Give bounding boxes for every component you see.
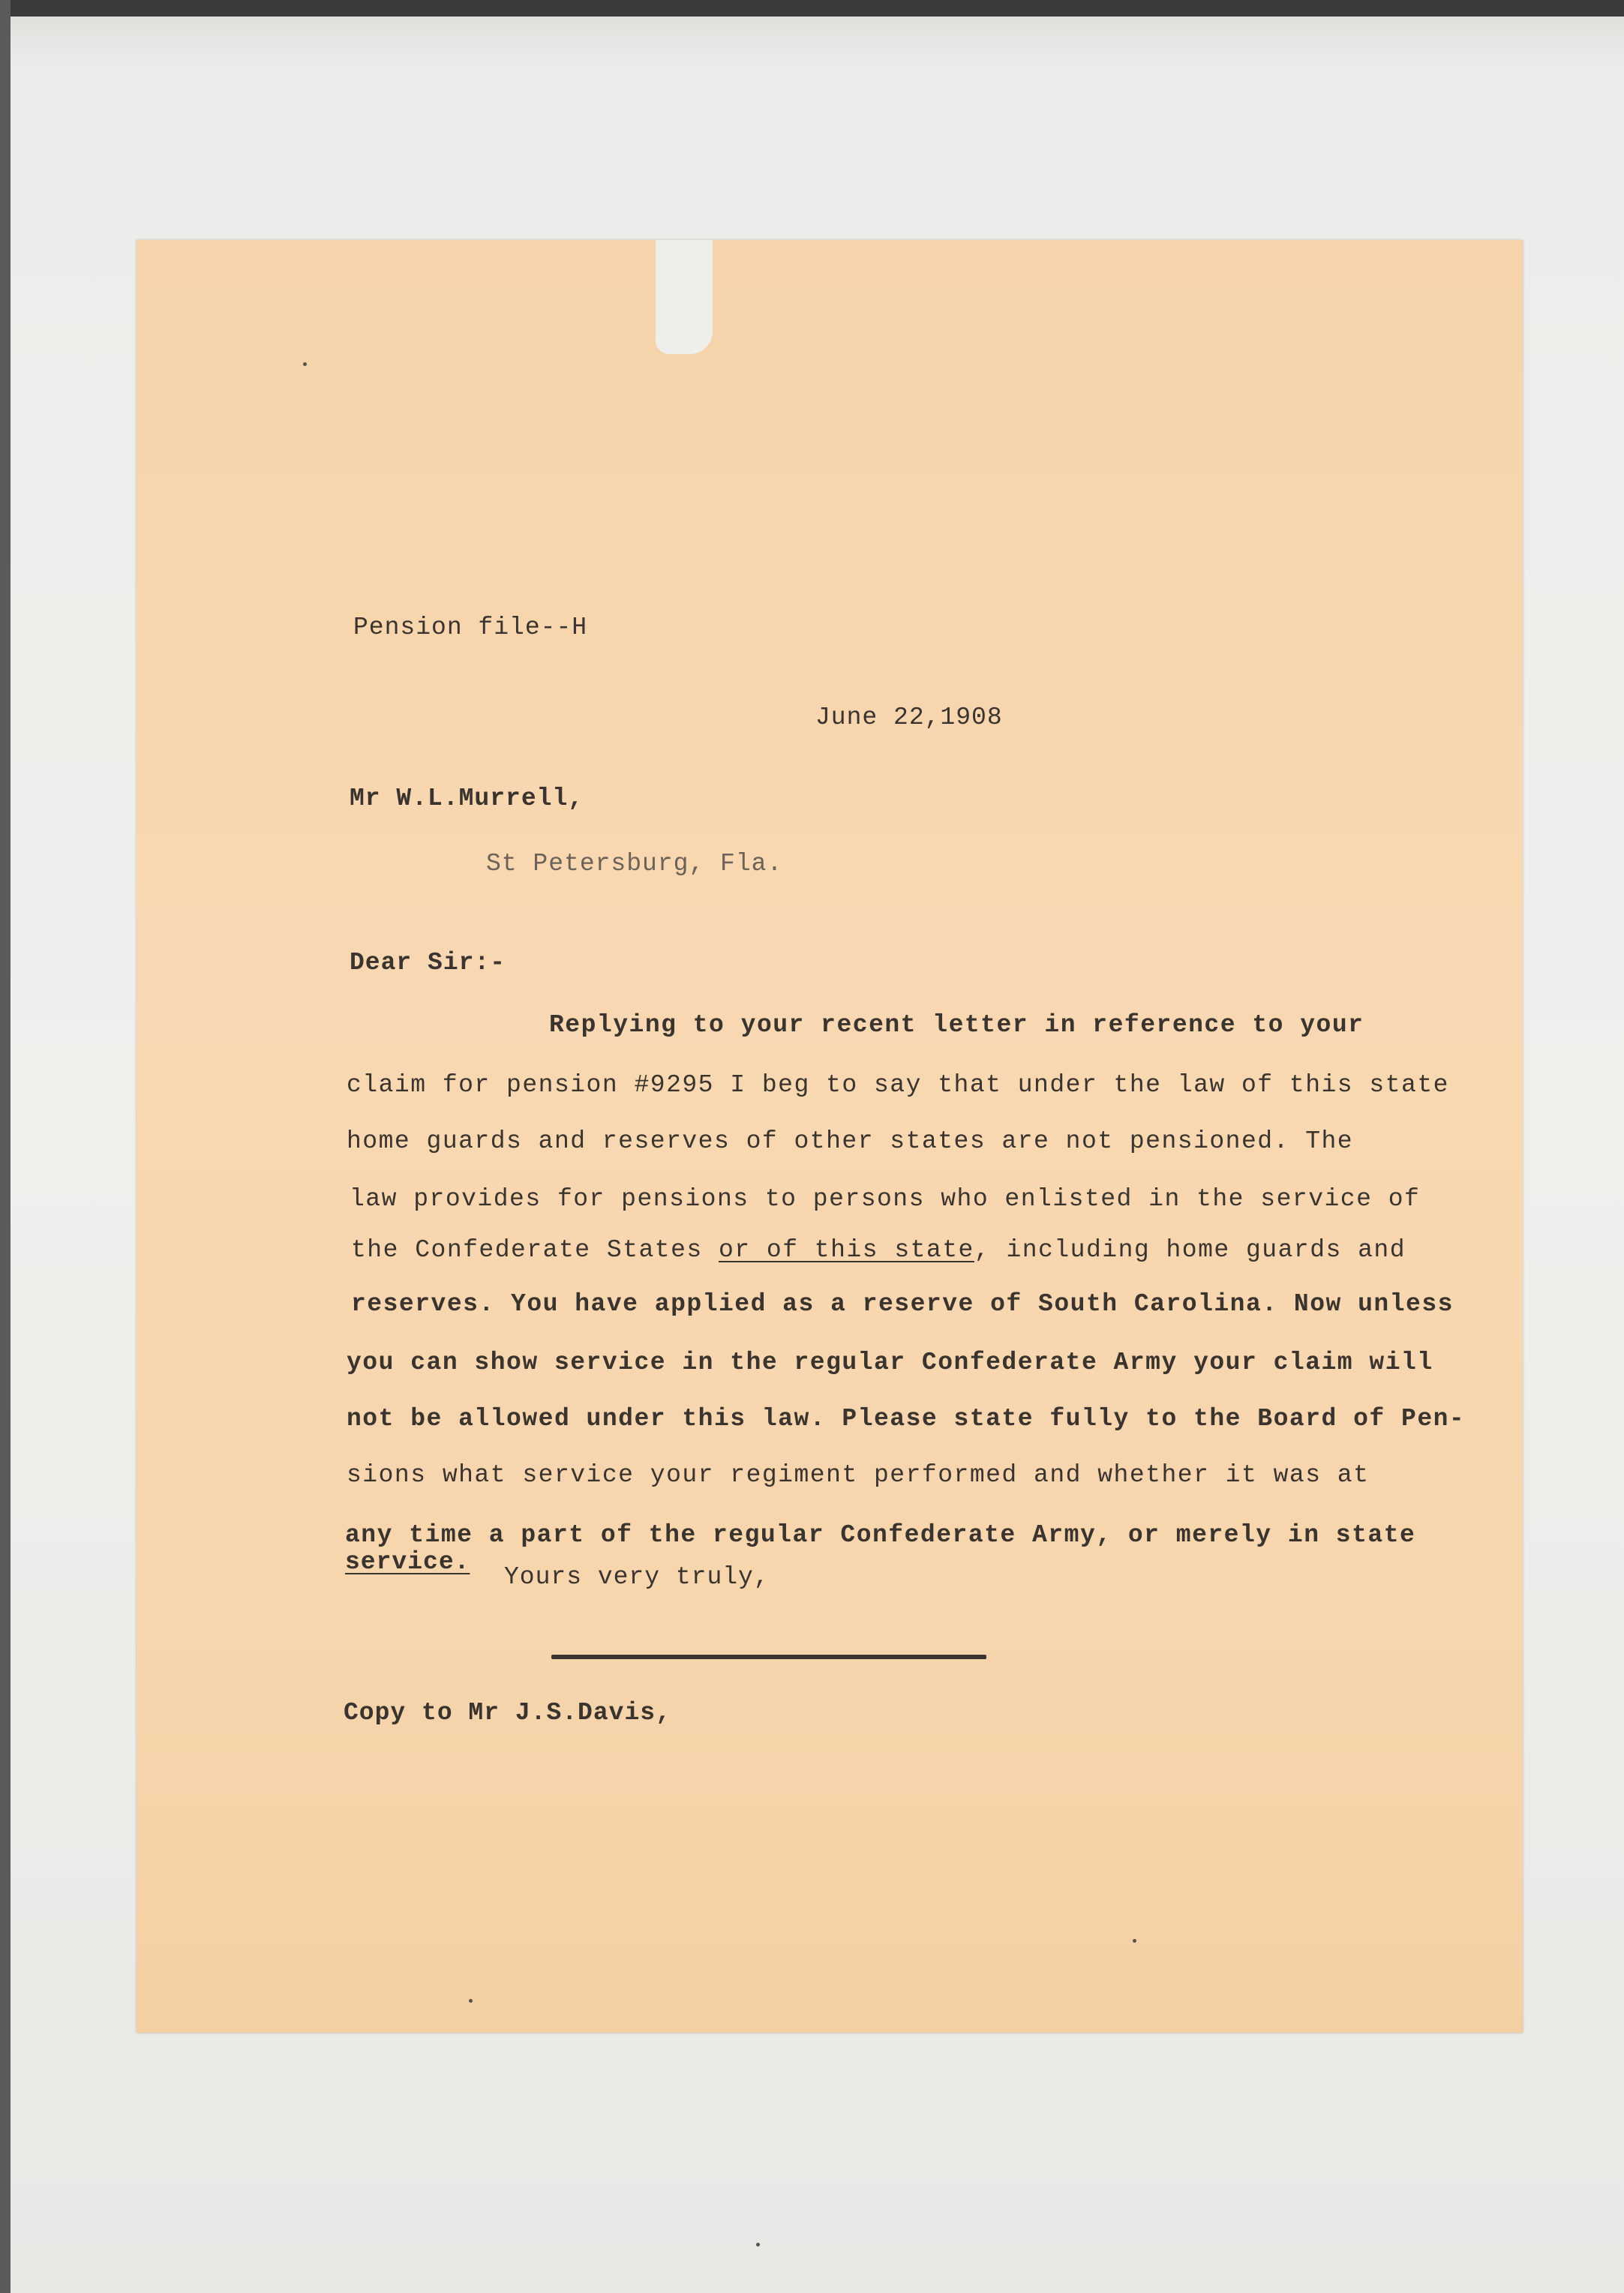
body-line-9: sions what service your regiment performed and whether it was at <box>347 1461 1370 1489</box>
paper-speck <box>469 1999 473 2003</box>
paper-tear <box>656 240 713 354</box>
underlined-phrase: or of this state <box>718 1236 974 1264</box>
body-line-5 <box>351 1238 1406 1262</box>
body-line-10: any time a part of the regular Confederate Army, or merely in state <box>345 1521 1416 1549</box>
scan-speck <box>756 2243 760 2246</box>
salutation: Dear Sir:- <box>350 949 506 977</box>
signature-line <box>551 1655 986 1659</box>
recipient-name: Mr W.L.Murrell, <box>350 785 584 812</box>
scan-top-edge <box>0 0 1624 17</box>
paper-speck <box>1133 1939 1136 1943</box>
scan-left-edge <box>0 0 11 2293</box>
body-line-7: you can show service in the regular Confederate Army your claim will <box>347 1349 1433 1376</box>
paper-speck <box>303 362 307 366</box>
body-line-8: not be allowed under this law. Please state fully to the Board of Pen- <box>347 1405 1466 1433</box>
body-line-5-start: the Confederate States <box>351 1236 719 1264</box>
body-line-4: law provides for pensions to persons who enlisted in the service of <box>350 1185 1421 1213</box>
closing: Yours very truly, <box>504 1563 770 1591</box>
body-line-5-end: , including home guards and <box>974 1236 1406 1264</box>
letter-date: June 22,1908 <box>815 704 1003 731</box>
recipient-address: St Petersburg, Fla. <box>486 850 783 878</box>
copy-note: Copy to Mr J.S.Davis, <box>344 1699 671 1727</box>
body-line-3: home guards and reserves of other states are not pensioned. The <box>347 1127 1354 1155</box>
body-line-6: reserves. You have applied as a reserve of South Carolina. Now unless <box>351 1290 1454 1318</box>
last-line: service. <box>345 1548 470 1576</box>
file-reference: Pension file--H <box>353 614 588 641</box>
body-line-2: claim for pension #9295 I beg to say that under the law of this state <box>347 1071 1449 1099</box>
body-line-1: Replying to your recent letter in reference to your <box>549 1011 1364 1039</box>
